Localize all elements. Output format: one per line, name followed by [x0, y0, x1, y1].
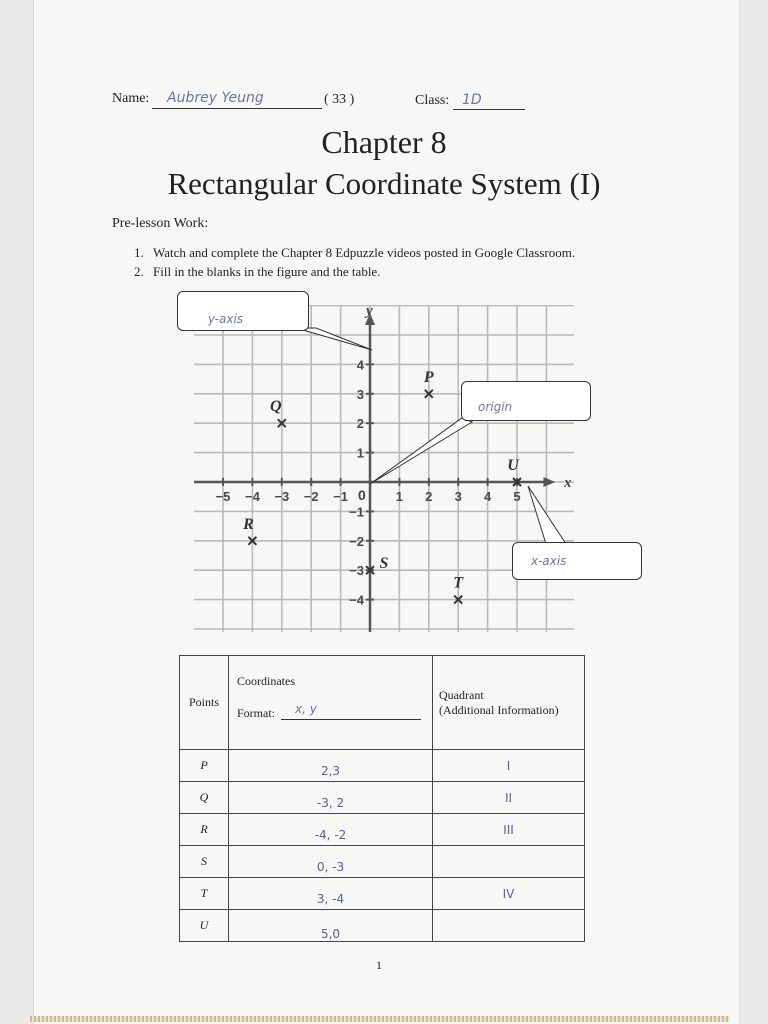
x-axis-callout-text: x-axis — [531, 554, 567, 568]
format-value: x, y — [295, 702, 317, 716]
row-point: U — [180, 910, 229, 942]
prelesson-heading: Pre-lesson Work: — [112, 216, 209, 231]
y-tick-label: −1 — [349, 504, 364, 520]
row-coordinates: -3, 2 — [229, 782, 433, 814]
row-quadrant: I — [433, 750, 585, 782]
row-coordinates: 5,0 — [229, 910, 433, 942]
class-number: ( 33 ) — [324, 92, 355, 107]
row-point: T — [180, 878, 229, 910]
y-tick-label: 3 — [356, 386, 364, 402]
desk-edge — [30, 1016, 730, 1022]
origin-label: 0 — [358, 487, 366, 503]
x-tick-label: 2 — [425, 489, 433, 504]
header-quadrant — [433, 656, 585, 750]
class-label: Class: — [415, 93, 450, 108]
name-label: Name: — [112, 91, 150, 106]
class-underline — [453, 109, 525, 110]
format-underline — [281, 719, 421, 720]
row-point: Q — [180, 782, 229, 814]
y-tick-label: −2 — [349, 533, 364, 549]
origin-callout-pointer — [366, 400, 476, 490]
name-underline — [152, 108, 322, 109]
point-label-t: T — [453, 574, 464, 592]
table-row — [180, 750, 585, 782]
row-point: R — [180, 814, 229, 846]
format-label: Format: — [237, 706, 275, 720]
y-tick-label: −3 — [349, 563, 364, 579]
row-point: S — [180, 846, 229, 878]
quadrant-title: Quadrant — [439, 687, 484, 702]
table-row — [180, 782, 585, 814]
point-label-p: P — [423, 368, 434, 386]
point-label-q: Q — [270, 398, 282, 416]
x-axis-label: x — [564, 475, 572, 491]
origin-callout — [461, 381, 591, 421]
header-coordinates — [229, 656, 433, 750]
row-coordinates: -4, -2 — [229, 814, 433, 846]
row-quadrant: II — [433, 782, 585, 814]
header-points: Points — [180, 656, 229, 750]
row-coordinates: 2,3 — [229, 750, 433, 782]
y-tick-label: 4 — [356, 357, 364, 373]
name-value: Aubrey Yeung — [167, 90, 264, 106]
class-value: 1D — [462, 92, 482, 108]
x-axis-callout — [512, 542, 642, 580]
x-tick-label: −4 — [244, 489, 260, 504]
row-coordinates: 3, -4 — [229, 878, 433, 910]
x-tick-label: 4 — [483, 489, 492, 504]
y-axis-callout — [177, 291, 309, 331]
instruction-number: 1. — [134, 245, 144, 260]
instruction-number: 2. — [134, 264, 144, 279]
y-tick-label: 1 — [356, 445, 364, 461]
x-tick-label: −1 — [333, 489, 349, 504]
row-quadrant: IV — [433, 878, 585, 910]
table-row — [180, 814, 585, 846]
points-table — [179, 655, 585, 942]
x-tick-label: −3 — [274, 489, 290, 504]
origin-callout-text: origin — [478, 400, 513, 414]
row-quadrant — [433, 846, 585, 878]
instruction-item — [134, 264, 380, 280]
quadrant-subtitle: (Additional Information) — [439, 702, 559, 717]
point-label-r: R — [243, 515, 254, 533]
x-tick-label: −5 — [215, 489, 231, 504]
instruction-text: Watch and complete the Chapter 8 Edpuzzle videos posted in Google Classroom. — [153, 245, 576, 260]
table-row — [180, 846, 585, 878]
point-label-u: U — [507, 457, 519, 474]
row-quadrant — [433, 910, 585, 942]
chapter-subtitle: Rectangular Coordinate System (I) — [167, 166, 601, 201]
coordinates-title: Coordinates — [237, 674, 295, 688]
page-number: 1 — [376, 958, 382, 972]
instruction-text: Fill in the blanks in the figure and the table. — [153, 264, 381, 279]
y-tick-label: 2 — [356, 416, 364, 432]
chapter-title: Chapter 8 — [321, 124, 447, 160]
y-tick-label: −4 — [349, 592, 364, 608]
x-tick-label: −2 — [303, 489, 319, 504]
instruction-item — [134, 245, 575, 261]
x-tick-label: 1 — [395, 489, 404, 504]
x-tick-label: 3 — [454, 489, 462, 504]
row-coordinates: 0, -3 — [229, 846, 433, 878]
x-tick-label: 5 — [513, 489, 521, 504]
row-quadrant: III — [433, 814, 585, 846]
table-row — [180, 878, 585, 910]
point-label-s: S — [379, 555, 389, 573]
y-axis-label: y — [366, 305, 373, 319]
row-point: P — [180, 750, 229, 782]
table-row — [180, 910, 585, 942]
y-axis-callout-text: y-axis — [208, 312, 244, 326]
